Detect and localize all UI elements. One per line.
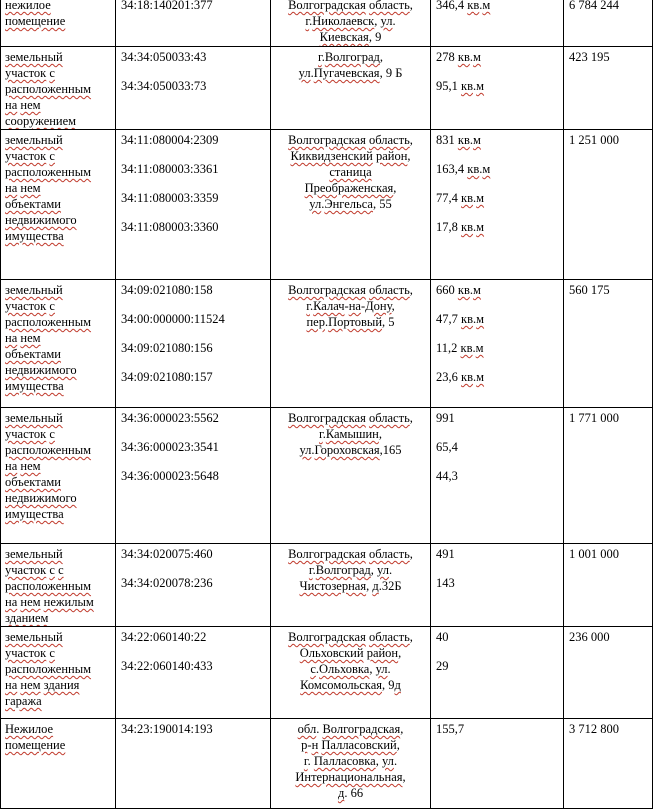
table-row: [1, 408, 653, 544]
cadastral-number-cell: [116, 280, 271, 408]
price-cell: [564, 719, 653, 809]
address-line: Волгоградская область,: [288, 133, 413, 147]
price-cell: [564, 544, 653, 627]
cadastral-number-cell: [116, 544, 271, 627]
type-line: расположенным: [5, 443, 92, 457]
table-row: [1, 280, 653, 408]
cadastral-line: 34:11:080003:3360: [121, 220, 219, 234]
type-line: расположенным: [5, 315, 92, 329]
address-line: станица: [329, 165, 372, 179]
property-table-body: [1, 0, 653, 809]
area-line: 23,6 кв.м: [436, 370, 485, 384]
price-value: 236 000: [569, 630, 610, 644]
price-cell: [564, 627, 653, 719]
address-line: Волгоградская область,: [288, 547, 413, 561]
type-line: гаража: [5, 694, 42, 708]
address-line: Ольховский район,: [299, 646, 402, 660]
price-cell: [564, 280, 653, 408]
area-cell: [431, 627, 564, 719]
property-type-cell: [1, 0, 116, 47]
area-line: 163,4 кв.м: [436, 162, 491, 176]
type-line: земельный: [5, 133, 63, 147]
property-type-cell: [1, 47, 116, 130]
cadastral-number-cell: [116, 130, 271, 280]
cadastral-line: 34:36:000023:5562: [121, 411, 219, 425]
cadastral-number-cell: [116, 627, 271, 719]
property-type-cell: [1, 719, 116, 809]
price-value: 1 771 000: [569, 411, 619, 425]
cadastral-line: 34:34:050033:43: [121, 50, 207, 64]
address-line: д. 66: [337, 786, 364, 800]
address-cell: [271, 719, 431, 809]
address-line: Интернациональная,: [295, 770, 406, 784]
property-type-cell: [1, 280, 116, 408]
area-line: 991: [436, 411, 455, 425]
area-line: 831 кв.м: [436, 133, 481, 147]
address-cell: [271, 627, 431, 719]
area-cell: [431, 280, 564, 408]
type-line: объектами: [5, 475, 61, 489]
area-cell: [431, 47, 564, 130]
table-row: [1, 130, 653, 280]
area-line: 77,4 кв.м: [436, 191, 485, 205]
type-line: земельный: [5, 547, 63, 561]
type-line: участок с: [5, 427, 55, 441]
area-line: 491: [436, 547, 455, 561]
price-cell: [564, 130, 653, 280]
address-line: Киквидзенский район,: [290, 149, 411, 163]
price-value: 1 251 000: [569, 133, 619, 147]
address-cell: [271, 130, 431, 280]
area-cell: [431, 544, 564, 627]
area-line: 40: [436, 630, 449, 644]
address-cell: [271, 280, 431, 408]
address-line: Волгоградская область,: [288, 0, 413, 12]
cadastral-line: 34:34:020078:236: [121, 576, 213, 590]
area-line: 17,8 кв.м: [436, 220, 485, 234]
cadastral-line: 34:22:060140:22: [121, 630, 207, 644]
type-line: участок с: [5, 646, 55, 660]
cadastral-line: 34:23:190014:193: [121, 722, 213, 736]
area-line: 346,4 кв.м: [436, 0, 491, 12]
price-value: 423 195: [569, 50, 610, 64]
address-line: Волгоградская область,: [288, 630, 413, 644]
area-line: 47,7 кв.м: [436, 312, 485, 326]
type-line: сооружением: [5, 114, 77, 128]
address-line: Комсомольская, 9д: [300, 678, 401, 692]
address-line: г.Калач-на-Дону,: [306, 299, 395, 313]
type-line: на нем: [5, 331, 41, 345]
type-line: Нежилое: [5, 722, 54, 736]
type-line: нежилое: [5, 0, 51, 12]
cadastral-line: 34:34:050033:73: [121, 79, 207, 93]
price-cell: [564, 0, 653, 47]
cadastral-number-cell: [116, 719, 271, 809]
price-value: 6 784 244: [569, 0, 619, 12]
address-line: р-н Палласовский,: [301, 738, 400, 752]
cadastral-number-cell: [116, 408, 271, 544]
address-line: Чистозерная, д.32Б: [299, 579, 402, 593]
type-line: земельный: [5, 50, 63, 64]
cadastral-line: 34:00:000000:11524: [121, 312, 225, 326]
table-row: [1, 47, 653, 130]
address-line: Волгоградская область,: [288, 411, 413, 425]
address-cell: [271, 0, 431, 47]
price-value: 1 001 000: [569, 547, 619, 561]
area-cell: [431, 130, 564, 280]
address-line: г.Камышин,: [318, 427, 382, 441]
type-line: недвижимого: [5, 491, 77, 505]
address-line: Киевская, 9: [319, 30, 382, 44]
type-line: участок с: [5, 149, 55, 163]
address-line: ул.Гороховская,165: [299, 443, 402, 457]
type-line: участок с с: [5, 563, 64, 577]
property-type-cell: [1, 544, 116, 627]
cadastral-line: 34:22:060140:433: [121, 659, 213, 673]
type-line: помещение: [5, 14, 66, 28]
area-line: 44,3: [436, 469, 458, 483]
type-line: расположенным: [5, 165, 92, 179]
address-line: г.Волгоград, ул.: [308, 563, 393, 577]
address-line: ул.Пугачевская, 9 Б: [298, 66, 403, 80]
type-line: имущества: [5, 379, 64, 393]
table-row: [1, 627, 653, 719]
address-line: ул.Энгельса, 55: [309, 197, 392, 211]
type-line: на нем здания: [5, 678, 80, 692]
type-line: земельный: [5, 411, 63, 425]
table-row: [1, 544, 653, 627]
type-line: участок с: [5, 299, 55, 313]
area-line: 11,2 кв.м: [436, 341, 484, 355]
property-type-cell: [1, 408, 116, 544]
table-row: [1, 719, 653, 809]
type-line: имущества: [5, 229, 64, 243]
address-line: пер.Портовый, 5: [306, 315, 395, 329]
area-line: 155,7: [436, 722, 465, 736]
type-line: на нем нежилым: [5, 595, 94, 609]
area-cell: [431, 408, 564, 544]
property-type-cell: [1, 627, 116, 719]
address-cell: [271, 408, 431, 544]
area-line: 95,1 кв.м: [436, 79, 485, 93]
area-cell: [431, 719, 564, 809]
cadastral-line: 34:36:000023:5648: [121, 469, 219, 483]
type-line: объектами: [5, 197, 61, 211]
area-line: 660 кв.м: [436, 283, 481, 297]
area-line: 143: [436, 576, 455, 590]
table-row: [1, 0, 653, 47]
address-line: г. Палласовка, ул.: [303, 754, 398, 768]
type-line: земельный: [5, 283, 63, 297]
cadastral-line: 34:09:021080:158: [121, 283, 213, 297]
type-line: на нем: [5, 181, 41, 195]
type-line: расположенным: [5, 662, 92, 676]
address-line: Волгоградская область,: [288, 283, 413, 297]
cadastral-line: 34:18:140201:377: [121, 0, 213, 12]
type-line: на нем: [5, 459, 41, 473]
type-line: участок с: [5, 66, 55, 80]
type-line: земельный: [5, 630, 63, 644]
cadastral-line: 34:09:021080:157: [121, 370, 213, 384]
type-line: расположенным: [5, 579, 92, 593]
address-cell: [271, 47, 431, 130]
type-line: недвижимого: [5, 213, 77, 227]
address-cell: [271, 544, 431, 627]
price-cell: [564, 408, 653, 544]
cadastral-number-cell: [116, 0, 271, 47]
price-value: 560 175: [569, 283, 610, 297]
address-line: г.Николаевск, ул.: [305, 14, 396, 28]
cadastral-number-cell: [116, 47, 271, 130]
area-line: 278 кв.м: [436, 50, 481, 64]
area-cell: [431, 0, 564, 47]
address-line: Преображенская,: [304, 181, 397, 195]
cadastral-line: 34:11:080004:2309: [121, 133, 219, 147]
area-line: 29: [436, 659, 449, 673]
area-line: 65,4: [436, 440, 458, 454]
property-type-cell: [1, 130, 116, 280]
type-line: имущества: [5, 507, 64, 521]
cadastral-line: 34:36:000023:3541: [121, 440, 219, 454]
cadastral-line: 34:09:021080:156: [121, 341, 213, 355]
address-line: с.Ольховка, ул.: [310, 662, 391, 676]
type-line: расположенным: [5, 82, 92, 96]
cadastral-line: 34:11:080003:3359: [121, 191, 219, 205]
cadastral-line: 34:11:080003:3361: [121, 162, 219, 176]
price-value: 3 712 800: [569, 722, 619, 736]
address-line: обл. Волгоградская,: [297, 722, 404, 736]
address-line: г.Волгоград,: [318, 50, 383, 64]
type-line: объектами: [5, 347, 61, 361]
type-line: на нем: [5, 98, 41, 112]
type-line: зданием: [5, 611, 49, 625]
cadastral-line: 34:34:020075:460: [121, 547, 213, 561]
price-cell: [564, 47, 653, 130]
type-line: помещение: [5, 738, 66, 752]
type-line: недвижимого: [5, 363, 77, 377]
